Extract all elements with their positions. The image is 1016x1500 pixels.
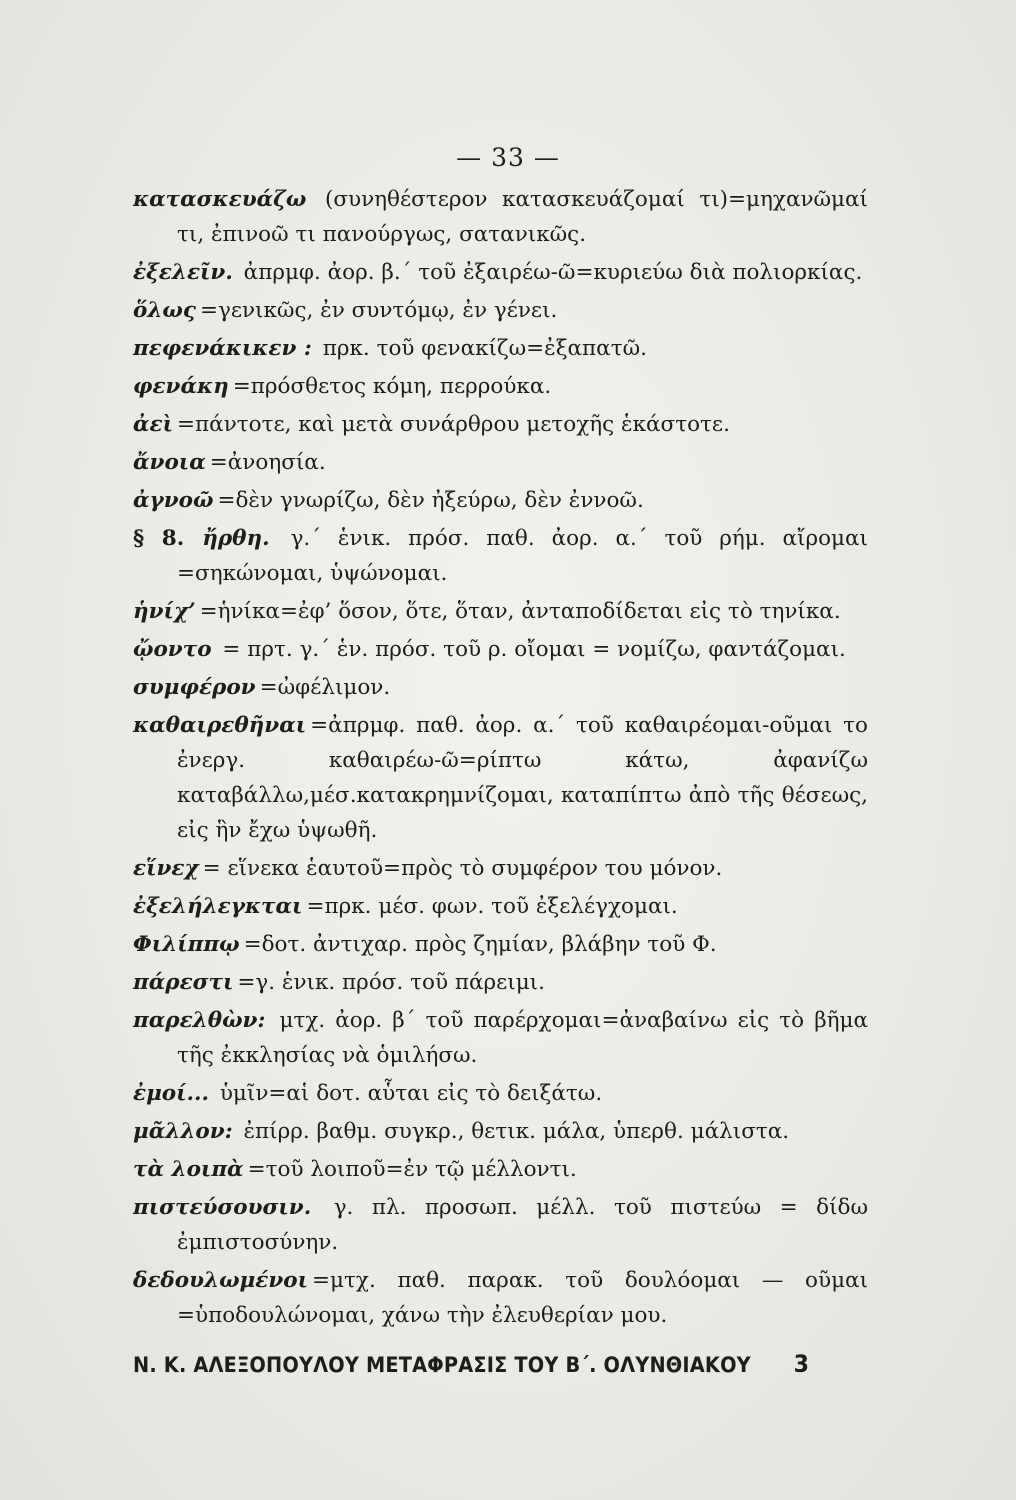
entry-headword: ἐξελήλεγκται bbox=[133, 894, 303, 919]
entry-headword: κατασκευάζω bbox=[133, 187, 307, 212]
entry-headword: μᾶλλον: bbox=[133, 1119, 233, 1144]
entry-definition: =γενικῶς, ἐν συντόμῳ, ἐν γένει. bbox=[199, 298, 558, 323]
glossary-entries bbox=[133, 182, 868, 1336]
entry-definition: γ. πλ. προσωπ. μέλλ. τοῦ πιστεύω = δίδω ἐμπιστοσύνην. bbox=[177, 1195, 869, 1255]
glossary-entry bbox=[133, 708, 868, 848]
glossary-entry bbox=[133, 1076, 868, 1111]
entry-headword: πάρεστι bbox=[133, 970, 234, 995]
entry-definition: =πάντοτε, καὶ μετὰ συνάρθρου μετοχῆς ἑκάστοτε. bbox=[177, 412, 730, 437]
entry-definition: (συνηθέστερον κατασκευάζομαί τι)=μηχανῶμαί τι, ἐπινοῶ τι πανούργως, σατανικῶς. bbox=[177, 187, 868, 247]
glossary-entry bbox=[133, 407, 868, 442]
glossary-entry bbox=[133, 1263, 868, 1333]
page-number: — 33 — bbox=[456, 143, 560, 172]
entry-headword: συμφέρον bbox=[133, 675, 256, 700]
entry-definition: =δοτ. ἀντιχαρ. πρὸς ζημίαν, βλάβην τοῦ Φ. bbox=[243, 932, 717, 957]
footer-title: Ν. Κ. ΑΛΕΞΟΠΟΥΛΟΥ ΜΕΤΑΦΡΑΣΙΣ ΤΟΥ Β΄. ΟΛΥΝΘΙΑΚΟΥ bbox=[133, 1353, 751, 1377]
page-footer bbox=[133, 1350, 809, 1378]
entry-definition: =πρόσθετος κόμη, περρούκα. bbox=[232, 374, 552, 399]
entry-definition: μτχ. ἀορ. β΄ τοῦ παρέρχομαι=ἀναβαίνω εἰς τὸ βῆμα τῆς ἐκκλησίας νὰ ὁμιλήσω. bbox=[177, 1008, 868, 1068]
entry-headword: ἐμοί... bbox=[133, 1081, 210, 1106]
entry-headword: ἤρθη. bbox=[202, 526, 270, 551]
glossary-entry bbox=[133, 889, 868, 924]
entry-headword: ἡνίχ’ bbox=[133, 599, 196, 624]
glossary-entry bbox=[133, 331, 868, 366]
glossary-entry bbox=[133, 1003, 868, 1073]
entry-headword: ἐξελεῖν. bbox=[133, 260, 233, 285]
glossary-entry bbox=[133, 927, 868, 962]
entry-headword: τὰ λοιπὰ bbox=[133, 1157, 244, 1182]
glossary-entry bbox=[133, 670, 868, 705]
glossary-entry bbox=[133, 1190, 868, 1260]
entry-definition: =δὲν γνωρίζω, δὲν ἠξεύρω, δὲν ἐννοῶ. bbox=[217, 488, 644, 513]
entry-headword: εἵνεχ bbox=[133, 856, 199, 881]
entry-definition: =γ. ἑνικ. πρόσ. τοῦ πάρειμι. bbox=[237, 970, 545, 995]
entry-headword: ὅλως bbox=[133, 298, 196, 323]
glossary-entry bbox=[133, 255, 868, 290]
entry-definition: ὑμῖν=αἱ δοτ. αὗται εἰς τὸ δειξάτω. bbox=[219, 1081, 603, 1106]
glossary-entry bbox=[133, 483, 868, 518]
entry-definition: =ἀπρμφ. παθ. ἀορ. α.΄ τοῦ καθαιρέομαι-οῦμαι το ἐνεργ. καθαιρέω-ῶ=ρίπτω κάτω, ἀφανίζω καταβάλλω,μέσ.κατακρημνίζομαι, καταπίπτω ἀπὸ τῆς θέσεως, εἰς ἣν ἔχω ὑψωθῆ. bbox=[177, 713, 868, 843]
entry-headword: δεδουλωμένοι bbox=[133, 1268, 309, 1293]
entry-definition: =τοῦ λοιποῦ=ἐν τῷ μέλλοντι. bbox=[247, 1157, 577, 1182]
entry-headword: ἄνοια bbox=[133, 450, 206, 475]
glossary-entry bbox=[133, 521, 868, 591]
entry-definition: =μτχ. παθ. παρακ. τοῦ δουλόομαι — οῦμαι =ὑποδουλώνομαι, χάνω τὴν ἐλευθερίαν μου. bbox=[177, 1268, 868, 1328]
glossary-entry bbox=[133, 1152, 868, 1187]
section-marker: § 8. bbox=[133, 526, 185, 551]
entry-definition: = πρτ. γ.΄ ἑν. πρόσ. τοῦ ρ. οἴομαι = νομίζω, φαντάζομαι. bbox=[222, 637, 846, 662]
entry-headword: καθαιρεθῆναι bbox=[133, 713, 307, 738]
entry-definition: =ἀνοησία. bbox=[209, 450, 326, 475]
entry-headword: παρελθὼν: bbox=[133, 1008, 266, 1033]
sheet-number: 3 bbox=[793, 1350, 810, 1378]
glossary-entry bbox=[133, 369, 868, 404]
glossary-entry bbox=[133, 594, 868, 629]
glossary-entry bbox=[133, 182, 868, 252]
glossary-entry bbox=[133, 965, 868, 1000]
entry-definition: = εἵνεκα ἑαυτοῦ=πρὸς τὸ συμφέρον του μόνον. bbox=[202, 856, 723, 881]
glossary-entry bbox=[133, 445, 868, 480]
entry-definition: πρκ. τοῦ φενακίζω=ἐξαπατῶ. bbox=[322, 336, 647, 361]
entry-definition: ἐπίρρ. βαθμ. συγκρ., θετικ. μάλα, ὑπερθ. μάλιστα. bbox=[243, 1119, 790, 1144]
entry-headword: ἀγνοῶ bbox=[133, 488, 214, 513]
entry-headword: πιστεύσουσιν. bbox=[133, 1195, 312, 1220]
entry-definition: ἀπρμφ. ἀορ. β.΄ τοῦ ἐξαιρέω-ῶ=κυριεύω διὰ πολιορκίας. bbox=[243, 260, 863, 285]
entry-headword: ᾤοντο bbox=[133, 637, 212, 662]
entry-definition: =ἡνίκα=ἐφ’ ὅσον, ὅτε, ὅταν, ἀνταποδίδεται εἰς τὸ τηνίκα. bbox=[199, 599, 841, 624]
glossary-entry bbox=[133, 293, 868, 328]
glossary-entry bbox=[133, 632, 868, 667]
entry-definition: =πρκ. μέσ. φων. τοῦ ἐξελέγχομαι. bbox=[306, 894, 678, 919]
entry-headword: Φιλίππῳ bbox=[133, 932, 240, 957]
entry-headword: φενάκη bbox=[133, 374, 229, 399]
glossary-entry bbox=[133, 851, 868, 886]
entry-definition: γ.΄ ἑνικ. πρόσ. παθ. ἀορ. α.΄ τοῦ ρήμ. αἴρομαι =σηκώνομαι, ὑψώνομαι. bbox=[177, 526, 868, 586]
entry-definition: =ὠφέλιμον. bbox=[259, 675, 391, 700]
glossary-entry bbox=[133, 1114, 868, 1149]
entry-headword: ἀεὶ bbox=[133, 412, 174, 437]
entry-headword: πεφενάκικεν : bbox=[133, 336, 312, 361]
